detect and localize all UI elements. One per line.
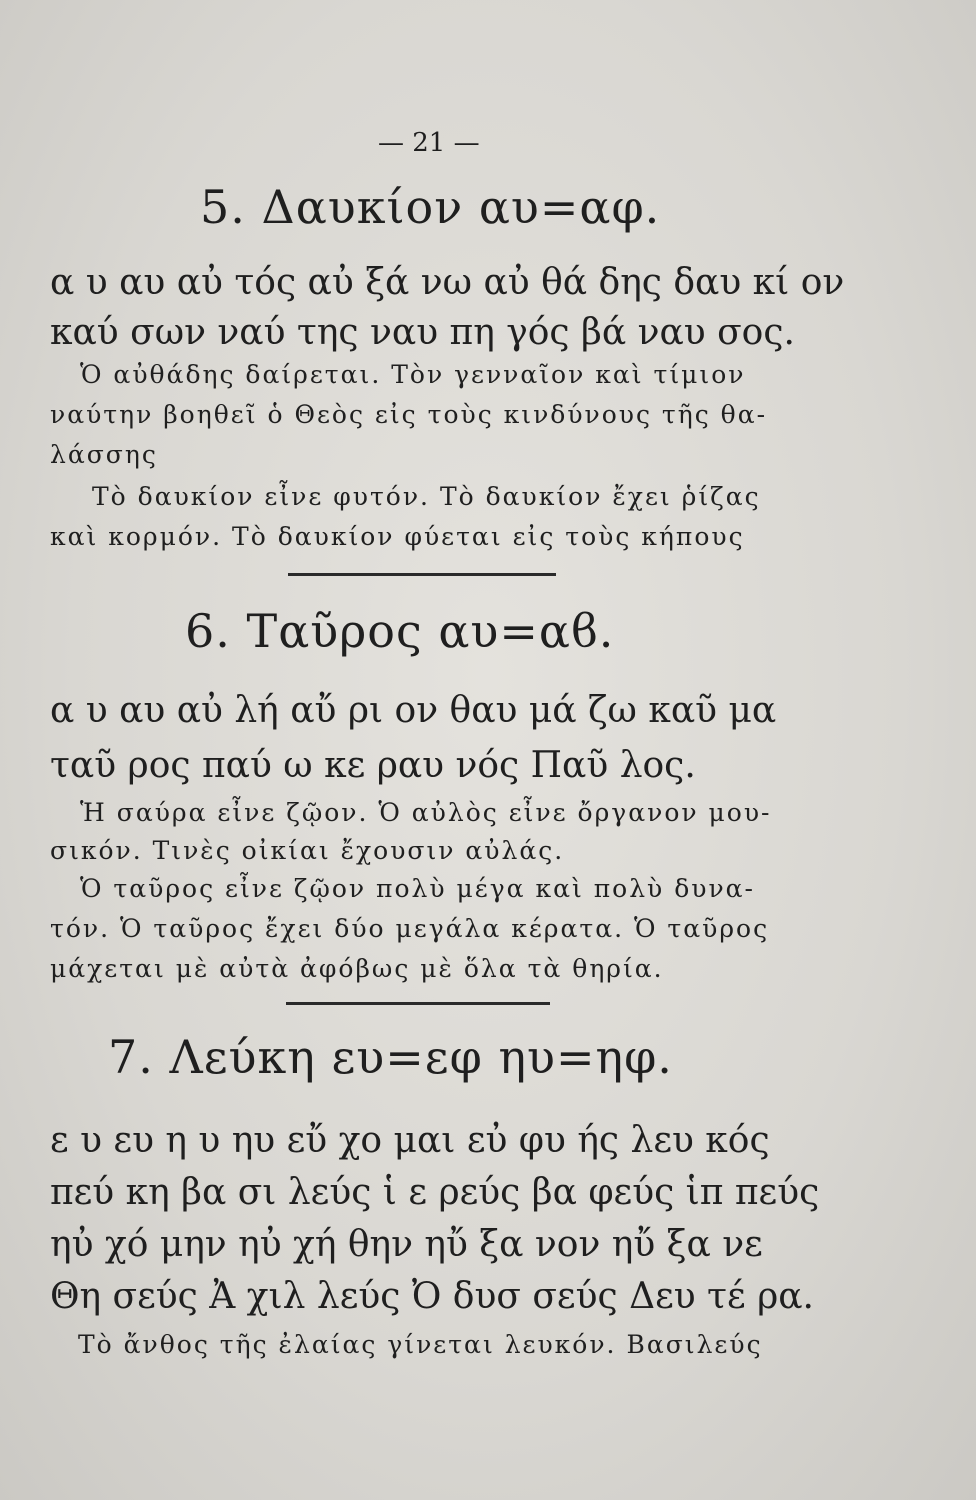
prose-line: καὶ κορμόν. Τὸ δαυκίον φύεται εἰς τοὺς κήπους xyxy=(50,522,745,551)
prose-line: σικόν. Τινὲς οἰκίαι ἔχουσιν αὐλάς. xyxy=(50,836,565,865)
section-heading: 5. Δαυκίον αυ=αφ. xyxy=(200,180,661,234)
section-heading: 7. Λεύκη ευ=εφ ηυ=ηφ. xyxy=(108,1030,673,1084)
syllable-line: πεύ κη βα σι λεύς ἱ ε ρεύς βα φεύς ἱπ πεύς xyxy=(50,1172,820,1213)
prose-line: Τὸ ἄνθος τῆς ἐλαίας γίνεται λευκόν. Βασιλεύς xyxy=(78,1330,763,1359)
prose-line: τόν. Ὁ ταῦρος ἔχει δύο μεγάλα κέρατα. Ὁ ταῦρος xyxy=(50,914,770,943)
section-heading: 6. Ταῦρος αυ=αϐ. xyxy=(185,604,615,658)
syllable-line: καύ σων ναύ της ναυ πη γός βά ναυ σος. xyxy=(50,312,795,353)
page-number: — 21 — xyxy=(378,128,480,158)
prose-line: Ὁ αὐθάδης δαίρεται. Τὸν γενναῖον καὶ τίμιον xyxy=(80,360,746,389)
syllable-line: ταῦ ρος παύ ω κε ραυ νός Παῦ λος. xyxy=(50,745,696,786)
prose-line: ναύτην βοηθεῖ ὁ Θεὸς εἰς τοὺς κινδύνους τῆς θα- xyxy=(50,400,768,429)
syllable-line: α υ αυ αὐ τός αὐ ξά νω αὐ θά δης δαυ κί ον xyxy=(50,262,845,303)
prose-line: μάχεται μὲ αὐτὰ ἀφόβως μὲ ὅλα τὰ θηρία. xyxy=(50,954,664,983)
section-divider xyxy=(286,1002,550,1005)
syllable-line: α υ αυ αὐ λή αὔ ρι ον θαυ μά ζω καῦ μα xyxy=(50,690,777,731)
syllable-line: ε υ ευ η υ ηυ εὔ χο μαι εὐ φυ ής λευ κός xyxy=(50,1120,770,1161)
syllable-line: Θη σεύς Ἀ χιλ λεύς Ὀ δυσ σεύς Δευ τέ ρα. xyxy=(50,1276,814,1317)
prose-line: Τὸ δαυκίον εἶνε φυτόν. Τὸ δαυκίον ἔχει ῥίζας xyxy=(92,482,761,511)
prose-line: λάσσης xyxy=(50,440,158,469)
section-divider xyxy=(288,573,556,576)
prose-line: Ὁ ταῦρος εἶνε ζῷον πολὺ μέγα καὶ πολὺ δυνα- xyxy=(80,874,755,903)
syllable-line: ηὐ χό μην ηὐ χή θην ηὔ ξα νον ηὔ ξα νε xyxy=(50,1224,763,1265)
prose-line: Ἡ σαύρα εἶνε ζῷον. Ὁ αὐλὸς εἶνε ὄργανον μου- xyxy=(80,798,772,827)
